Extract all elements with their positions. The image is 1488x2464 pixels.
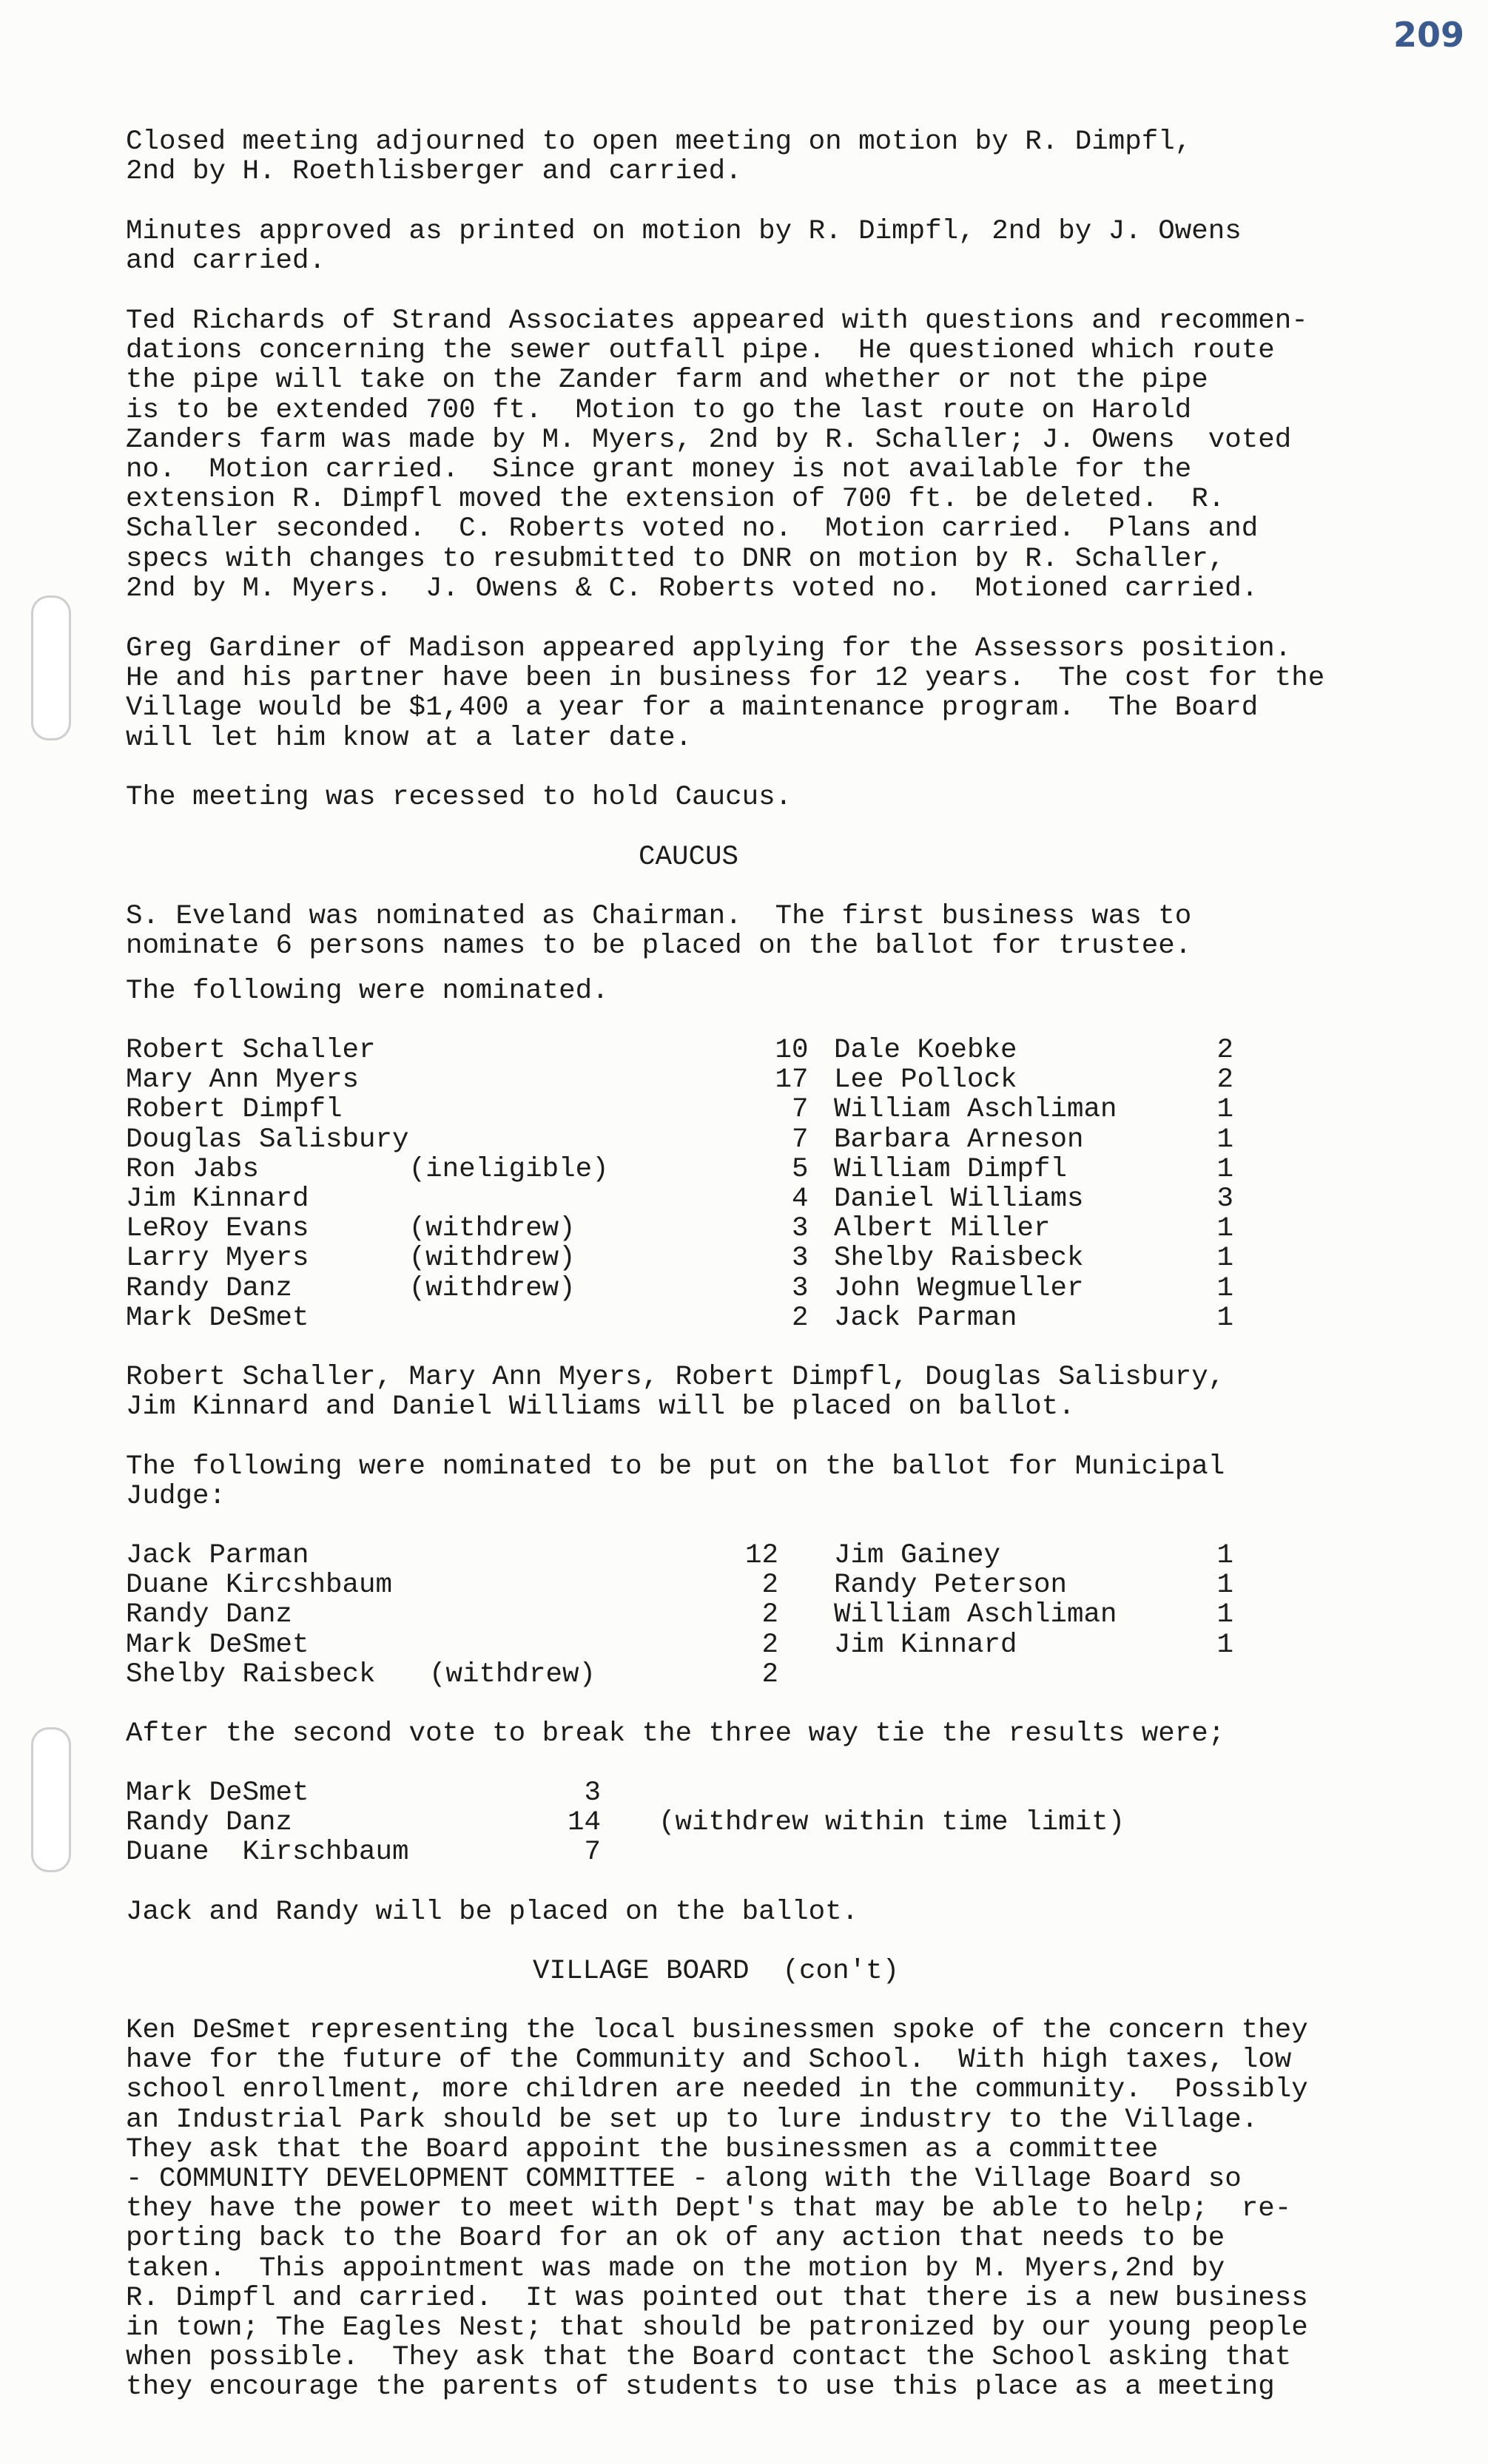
nominee-name: Dale Koebke — [834, 1035, 1017, 1066]
vote-count: 1 — [1216, 1599, 1233, 1631]
vote-count: 1 — [1216, 1629, 1233, 1661]
nominee-name: Albert Miller — [834, 1213, 1051, 1245]
vote-count: 17 — [775, 1064, 809, 1096]
heading-village-board: VILLAGE BOARD (con't) — [533, 1956, 900, 1987]
nominee-note — [429, 1630, 601, 1660]
vote-count: 2 — [792, 1302, 809, 1334]
text-line: Ted Richards of Strand Associates appeared with questions and recommen- — [126, 306, 1308, 337]
nominee-name: Douglas Salisbury — [126, 1124, 409, 1155]
text-line: Zanders farm was made by M. Myers, 2nd by R. Schaller; J. Owens voted — [126, 424, 1292, 456]
nominee-note — [409, 1036, 631, 1065]
nominee-name: John Wegmueller — [834, 1272, 1084, 1304]
text-line: nominate 6 persons names to be placed on the ballot for trustee. — [126, 931, 1192, 962]
nominee-name: Mark DeSmet — [126, 1629, 309, 1661]
vote-count: 2 — [761, 1570, 778, 1601]
nominee-note: (withdrew) — [408, 1213, 576, 1245]
nominee-name: Jim Kinnard — [126, 1184, 309, 1215]
nominee-name: Randy Danz — [126, 1599, 293, 1631]
table-row — [126, 1036, 809, 1065]
table-row — [834, 1184, 1233, 1214]
vote-count: 2 — [1216, 1064, 1233, 1096]
paragraph-ballot-trustees — [126, 1363, 1225, 1422]
text-line: R. Dimpfl and carried. It was pointed out that there is a new business — [126, 2282, 1308, 2314]
text-line: Schaller seconded. C. Roberts voted no. Motion carried. Plans and — [126, 513, 1259, 545]
vote-count: 1 — [1216, 1094, 1233, 1126]
nominee-note — [429, 1570, 601, 1600]
vote-count: 2 — [1216, 1035, 1233, 1066]
vote-count: 1 — [1216, 1153, 1233, 1185]
vote-count: 1 — [1216, 1302, 1233, 1334]
vote-count: 7 — [584, 1837, 601, 1869]
text-line: Judge: — [126, 1481, 226, 1513]
vote-count: 4 — [792, 1184, 809, 1215]
nominee-name: Jack Parman — [126, 1540, 309, 1571]
table-row — [126, 1095, 809, 1124]
table-row — [834, 1600, 1233, 1630]
nominee-name: Shelby Raisbeck — [834, 1243, 1084, 1275]
text-line: The meeting was recessed to hold Caucus. — [126, 782, 792, 813]
vote-count: 10 — [775, 1035, 809, 1066]
table-row — [126, 1541, 778, 1570]
table-row — [126, 1570, 778, 1600]
paragraph-second-vote — [126, 1719, 1225, 1749]
text-line: They ask that the Board appoint the businessmen as a committee — [126, 2133, 1159, 2165]
nominee-note — [409, 1095, 631, 1124]
table-row — [126, 1243, 809, 1273]
table-row — [834, 1274, 1233, 1303]
nominee-note: (ineligible) — [408, 1153, 609, 1185]
text-line: Village would be $1,400 a year for a maintenance program. The Board — [126, 692, 1259, 724]
paragraph-businessmen — [126, 2016, 1308, 2403]
text-line: Greg Gardiner of Madison appeared applying for the Assessors position. — [126, 633, 1292, 664]
table-row — [126, 1214, 809, 1243]
table-row — [834, 1541, 1233, 1570]
vote-count: 2 — [761, 1629, 778, 1661]
paragraph-closed-meeting — [126, 127, 1191, 186]
text-line: 2nd by M. Myers. J. Owens & C. Roberts voted no. Motioned carried. — [126, 573, 1259, 604]
table-row — [834, 1155, 1233, 1184]
text-line: taken. This appointment was made on the motion by M. Myers,2nd by — [126, 2252, 1225, 2284]
text-line: Ken DeSmet representing the local businessmen spoke of the concern they — [126, 2015, 1308, 2046]
text-line: After the second vote to break the three way tie the results were; — [126, 1718, 1225, 1749]
nominee-note — [409, 1303, 631, 1333]
table-row — [834, 1570, 1233, 1600]
vote-count: 1 — [1216, 1272, 1233, 1304]
table-row — [126, 1125, 809, 1155]
paragraph-nominated — [126, 976, 609, 1006]
paragraph-minutes-approved — [126, 217, 1242, 276]
nominee-name: Daniel Williams — [834, 1184, 1084, 1215]
vote-count: 5 — [792, 1153, 809, 1185]
text-line: they have the power to meet with Dept's that may be able to help; re- — [126, 2193, 1292, 2225]
vote-count: 3 — [1216, 1184, 1233, 1215]
text-line: have for the future of the Community and School. With high taxes, low — [126, 2045, 1292, 2076]
nominee-note — [601, 1837, 1163, 1867]
vote-count: 3 — [792, 1272, 809, 1304]
table-row — [834, 1243, 1233, 1273]
nominee-name: William Dimpfl — [834, 1153, 1068, 1185]
nominee-name: William Aschliman — [834, 1094, 1117, 1126]
vote-count: 2 — [761, 1599, 778, 1631]
nominee-name: Randy Peterson — [834, 1570, 1068, 1601]
nominee-name: Randy Danz — [126, 1272, 293, 1304]
vote-count: 3 — [584, 1778, 601, 1809]
table-row — [126, 1303, 809, 1333]
text-line: The following were nominated. — [126, 976, 609, 1007]
table-row — [126, 1184, 809, 1214]
text-line: Robert Schaller, Mary Ann Myers, Robert Dimpfl, Douglas Salisbury, — [126, 1362, 1225, 1393]
paragraph-sewer-outfall — [126, 306, 1308, 604]
text-line: will let him know at a later date. — [126, 722, 693, 754]
vote-count: 1 — [1216, 1540, 1233, 1571]
text-line: the pipe will take on the Zander farm and whether or not the pipe — [126, 365, 1208, 396]
trustee-nominees-left — [126, 1036, 809, 1333]
judge-nominees-right — [834, 1541, 1233, 1660]
nominee-note: (withdrew) — [429, 1658, 596, 1690]
text-line: Minutes approved as printed on motion by R. Dimpfl, 2nd by J. Owens — [126, 216, 1242, 247]
table-row — [834, 1095, 1233, 1124]
binder-punch-hole-top — [31, 595, 71, 740]
nominee-name: Shelby Raisbeck — [126, 1658, 376, 1690]
text-line: an Industrial Park should be set up to lure industry to the Village. — [126, 2104, 1259, 2136]
nominee-name: Mary Ann Myers — [126, 1064, 360, 1096]
nominee-name: William Aschliman — [834, 1599, 1117, 1631]
paragraph-ballot-judge — [126, 1897, 858, 1927]
heading-caucus: CAUCUS — [639, 842, 739, 873]
text-line: The following were nominated to be put on the ballot for Municipal — [126, 1451, 1225, 1482]
table-row — [126, 1778, 1163, 1808]
text-line: S. Eveland was nominated as Chairman. The first business was to — [126, 901, 1192, 932]
text-line: He and his partner have been in business for 12 years. The cost for the — [126, 663, 1325, 695]
text-line: when possible. They ask that the Board contact the School asking that — [126, 2342, 1292, 2374]
runoff-results — [126, 1778, 1163, 1868]
text-line: - COMMUNITY DEVELOPMENT COMMITTEE - along with the Village Board so — [126, 2164, 1242, 2195]
table-row — [126, 1155, 809, 1184]
nominee-note: (withdrew) — [408, 1243, 576, 1275]
nominee-name: Robert Schaller — [126, 1035, 376, 1066]
nominee-name: Lee Pollock — [834, 1064, 1017, 1096]
nominee-note: (withdrew within time limit) — [659, 1807, 1125, 1839]
table-row — [126, 1837, 1163, 1867]
vote-count: 2 — [761, 1658, 778, 1690]
vote-count: 1 — [1216, 1243, 1233, 1275]
nominee-note: (withdrew) — [408, 1272, 576, 1304]
table-row — [834, 1065, 1233, 1095]
table-row — [834, 1125, 1233, 1155]
nominee-note — [409, 1125, 631, 1155]
vote-count: 12 — [744, 1540, 778, 1571]
trustee-nominees-right — [834, 1036, 1233, 1333]
table-row — [126, 1274, 809, 1303]
nominee-name: Randy Danz — [126, 1807, 293, 1839]
table-row — [126, 1600, 778, 1630]
nominee-name: Duane Kirschbaum — [126, 1837, 409, 1869]
nominee-note — [409, 1065, 631, 1095]
text-line: school enrollment, more children are needed in the community. Possibly — [126, 2074, 1308, 2106]
vote-count: 1 — [1216, 1124, 1233, 1155]
table-row — [126, 1660, 778, 1690]
text-line: extension R. Dimpfl moved the extension of 700 ft. be deleted. R. — [126, 484, 1225, 516]
nominee-note — [429, 1541, 601, 1570]
vote-count: 3 — [792, 1213, 809, 1245]
text-line: they encourage the parents of students to use this place as a meeting — [126, 2372, 1275, 2403]
text-line: is to be extended 700 ft. Motion to go the last route on Harold — [126, 394, 1192, 426]
nominee-note — [429, 1600, 601, 1630]
nominee-name: Mark DeSmet — [126, 1778, 309, 1809]
text-line: Jack and Randy will be placed on the ballot. — [126, 1897, 859, 1928]
nominee-name: Jack Parman — [834, 1302, 1017, 1334]
table-row — [834, 1036, 1233, 1065]
text-line: 2nd by H. Roethlisberger and carried. — [126, 156, 742, 188]
nominee-name: Ron Jabs — [126, 1153, 260, 1185]
nominee-name: Larry Myers — [126, 1243, 309, 1275]
paragraph-assessor — [126, 634, 1324, 753]
table-row — [834, 1630, 1233, 1660]
text-line: porting back to the Board for an ok of any action that needs to be — [126, 2223, 1225, 2255]
nominee-name: Jim Gainey — [834, 1540, 1001, 1571]
text-line: in town; The Eagles Nest; that should be patronized by our young people — [126, 2312, 1308, 2344]
nominee-name: LeRoy Evans — [126, 1213, 309, 1245]
nominee-name: Jim Kinnard — [834, 1629, 1017, 1661]
paragraph-chairman — [126, 902, 1191, 961]
nominee-name: Barbara Arneson — [834, 1124, 1084, 1155]
judge-nominees-left — [126, 1541, 778, 1690]
table-row — [126, 1630, 778, 1660]
table-row — [126, 1065, 809, 1095]
table-row — [834, 1303, 1233, 1333]
text-line: dations concerning the sewer outfall pipe. He questioned which route — [126, 335, 1275, 367]
binder-punch-hole-bottom — [31, 1727, 71, 1872]
nominee-name: Mark DeSmet — [126, 1302, 309, 1334]
vote-count: 3 — [792, 1243, 809, 1275]
page-number: 209 — [1393, 15, 1464, 55]
text-line: Closed meeting adjourned to open meeting on motion by R. Dimpfl, — [126, 126, 1192, 158]
paragraph-judge-nominations — [126, 1452, 1225, 1511]
table-row — [834, 1214, 1233, 1243]
text-line: no. Motion carried. Since grant money is not available for the — [126, 454, 1192, 486]
table-row — [126, 1808, 1163, 1837]
text-line: and carried. — [126, 246, 326, 277]
vote-count: 1 — [1216, 1213, 1233, 1245]
nominee-name: Duane Kircshbaum — [126, 1570, 393, 1601]
vote-count: 7 — [792, 1094, 809, 1126]
paragraph-recess — [126, 783, 792, 812]
vote-count: 14 — [567, 1807, 601, 1839]
nominee-note — [601, 1778, 1163, 1808]
vote-count: 7 — [792, 1124, 809, 1155]
text-line: Jim Kinnard and Daniel Williams will be placed on ballot. — [126, 1391, 1075, 1423]
nominee-name: Robert Dimpfl — [126, 1094, 343, 1126]
nominee-note — [409, 1184, 631, 1214]
text-line: specs with changes to resubmitted to DNR on motion by R. Schaller, — [126, 543, 1225, 575]
vote-count: 1 — [1216, 1570, 1233, 1601]
